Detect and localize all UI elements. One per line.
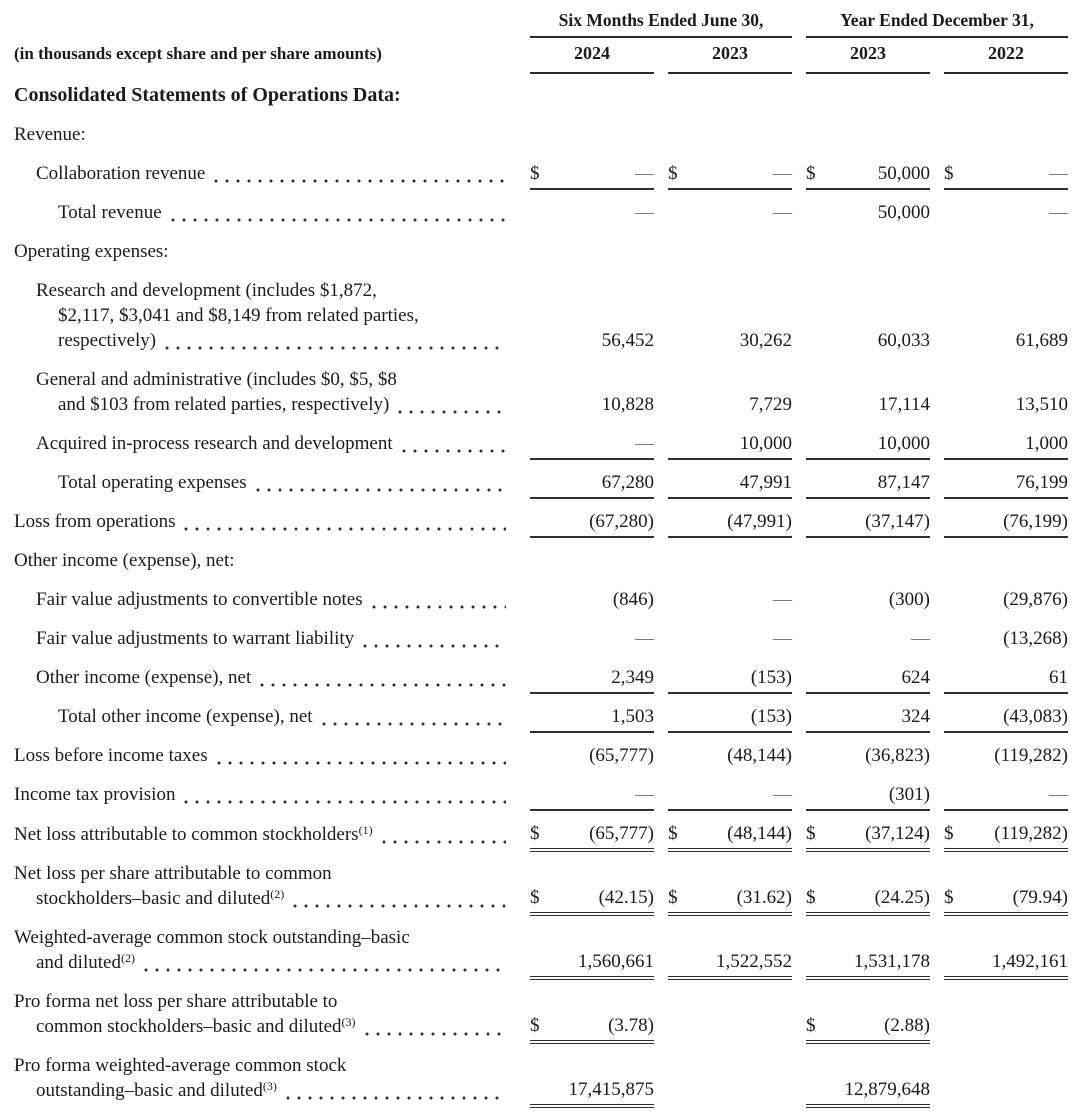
units-note: (in thousands except share and per share amounts)	[14, 43, 382, 63]
dollar-sign: $	[530, 822, 540, 844]
row-label-text: Total operating expenses	[58, 471, 247, 493]
value-cell	[668, 821, 792, 852]
row-total-other-income-net	[14, 695, 1068, 734]
dot-leader	[402, 449, 506, 453]
row-label-text: stockholders–basic and diluted$^{(2)}$	[36, 886, 285, 909]
period-group-header-row	[14, 10, 1068, 38]
value-cell	[944, 821, 1068, 852]
dot-leader	[171, 218, 506, 222]
row-label-text: General and administrative (includes $0, $5, $8	[36, 368, 397, 390]
value-cell	[944, 470, 1068, 499]
cell-value: 1,492,161	[992, 950, 1068, 972]
row-label	[14, 626, 516, 656]
row-label-text: Revenue:	[14, 123, 86, 145]
dot-leader	[365, 1032, 506, 1036]
dot-leader	[144, 968, 506, 972]
dollar-sign: $	[806, 162, 816, 184]
cell-value: (76,199)	[1003, 510, 1068, 532]
value-cell	[530, 200, 654, 230]
cell-value: 324	[901, 705, 930, 727]
cell-value: —	[773, 588, 792, 610]
cell-value: 47,991	[739, 471, 792, 493]
row-operating-expenses-header	[14, 230, 1068, 269]
cell-value: (65,777)	[589, 822, 654, 844]
row-other-income-net	[14, 656, 1068, 695]
value-cell	[668, 665, 792, 694]
value-cell	[806, 743, 930, 773]
row-label-text: Fair value adjustments to convertible notes	[36, 588, 363, 610]
row-label-text: Other income (expense), net:	[14, 549, 235, 571]
value-cell	[806, 587, 930, 617]
dollar-sign: $	[944, 822, 954, 844]
cell-value: 7,729	[749, 393, 792, 415]
dollar-sign: $	[668, 886, 678, 908]
column-year-2024: 2024	[530, 43, 654, 74]
row-label	[14, 989, 516, 1044]
cell-value: —	[773, 162, 792, 184]
row-label-text: Total other income (expense), net	[58, 705, 313, 727]
value-cell	[530, 782, 654, 811]
footnote-superscript: (3)	[262, 1078, 277, 1093]
row-label-text: respectively)	[58, 329, 157, 351]
value-cell	[806, 782, 930, 811]
row-weighted-average-shares	[14, 916, 1068, 980]
cell-value: 12,879,648	[844, 1078, 930, 1100]
row-net-loss-attributable	[14, 812, 1068, 852]
row-acquired-in-process-rd	[14, 422, 1068, 461]
row-label	[14, 861, 516, 916]
row-label-text: Research and development (includes $1,872,	[36, 279, 377, 301]
row-label	[14, 200, 516, 230]
cell-value: 13,510	[1015, 393, 1068, 415]
value-cell	[806, 821, 930, 852]
dot-leader	[260, 683, 506, 687]
row-label	[14, 161, 516, 191]
value-cell	[668, 161, 792, 190]
footnote-superscript: (2)	[270, 886, 285, 901]
value-cell	[944, 161, 1068, 190]
row-label	[14, 548, 1068, 578]
cell-value: (119,282)	[994, 822, 1068, 844]
row-other-income-header	[14, 539, 1068, 578]
cell-value: —	[635, 783, 654, 805]
row-label-text: Net loss per share attributable to common	[14, 862, 332, 884]
row-label-text: Fair value adjustments to warrant liability	[36, 627, 355, 649]
value-cell	[668, 949, 792, 980]
value-cell	[944, 328, 1068, 358]
dollar-sign: $	[806, 822, 816, 844]
value-cell	[530, 587, 654, 617]
value-cell	[806, 949, 930, 980]
row-label	[14, 822, 516, 852]
value-cell	[668, 587, 792, 617]
cell-value: 17,114	[878, 393, 930, 415]
cell-value: 87,147	[877, 471, 930, 493]
value-cell	[530, 431, 654, 460]
value-cell	[944, 626, 1068, 656]
dot-leader	[363, 644, 506, 648]
footnote-superscript: (1)	[358, 822, 373, 837]
group-header-six-months: Six Months Ended June 30,	[530, 10, 792, 38]
cell-value: —	[635, 432, 654, 454]
row-loss-before-income-taxes	[14, 734, 1068, 773]
value-cell	[530, 743, 654, 773]
footnote-superscript: (2)	[120, 950, 135, 965]
dot-leader	[322, 722, 506, 726]
row-label	[14, 704, 516, 734]
value-cell	[530, 509, 654, 538]
dot-leader	[286, 1096, 506, 1100]
value-cell	[944, 587, 1068, 617]
value-cell	[530, 821, 654, 852]
cell-value: —	[911, 627, 930, 649]
row-label	[14, 925, 516, 980]
row-total-operating-expenses	[14, 461, 1068, 500]
cell-value: 624	[901, 666, 930, 688]
row-label-text: and $103 from related parties, respectively)	[58, 393, 390, 415]
value-cell	[944, 392, 1068, 422]
row-net-loss-per-share	[14, 852, 1068, 916]
cell-value: (13,268)	[1003, 627, 1068, 649]
dot-leader	[217, 761, 506, 765]
value-cell	[530, 161, 654, 190]
cell-value: 1,000	[1025, 432, 1068, 454]
row-label	[14, 431, 516, 461]
cell-value: —	[1049, 783, 1068, 805]
cell-value: 56,452	[601, 329, 654, 351]
value-cell	[668, 743, 792, 773]
row-label-text: Weighted-average common stock outstanding–basic	[14, 926, 410, 948]
value-cell	[806, 626, 930, 656]
row-label	[14, 509, 516, 539]
cell-value: 1,531,178	[854, 950, 930, 972]
value-cell	[668, 431, 792, 460]
value-cell	[806, 431, 930, 460]
cell-value: 10,828	[601, 393, 654, 415]
dot-leader	[293, 904, 506, 908]
row-label-text: common stockholders–basic and diluted$^{(3)}$	[36, 1014, 356, 1037]
cell-value: (153)	[750, 666, 792, 688]
cell-value: (29,876)	[1003, 588, 1068, 610]
row-income-tax-provision	[14, 773, 1068, 812]
cell-value: 10,000	[877, 432, 930, 454]
value-cell	[668, 509, 792, 538]
row-label-text: Pro forma weighted-average common stock	[14, 1054, 347, 1076]
value-cell	[668, 1039, 792, 1044]
cell-value: (2.88)	[884, 1014, 930, 1036]
dollar-sign: $	[668, 822, 678, 844]
cell-value: (36,823)	[865, 744, 930, 766]
dot-leader	[184, 527, 506, 531]
value-cell	[530, 885, 654, 916]
cell-value: —	[773, 201, 792, 223]
cell-value: (47,991)	[727, 510, 792, 532]
cell-value: (31.62)	[736, 886, 792, 908]
row-label	[14, 122, 1068, 152]
value-cell	[944, 431, 1068, 460]
value-cell	[944, 743, 1068, 773]
cell-value: 10,000	[739, 432, 792, 454]
cell-value: (24.25)	[874, 886, 930, 908]
cell-value: —	[635, 627, 654, 649]
row-label-text: Net loss attributable to common stockholders$^{(1)}$	[14, 822, 373, 845]
row-title	[14, 74, 1068, 113]
dollar-sign: $	[944, 886, 954, 908]
dollar-sign: $	[530, 886, 540, 908]
value-cell	[944, 509, 1068, 538]
value-cell	[668, 626, 792, 656]
cell-value: 2,349	[611, 666, 654, 688]
cell-value: —	[635, 162, 654, 184]
row-pro-forma-weighted-average-shares	[14, 1044, 1068, 1108]
cell-value: (37,124)	[865, 822, 930, 844]
row-label-text: Pro forma net loss per share attributable to	[14, 990, 338, 1012]
value-cell	[806, 470, 930, 499]
row-label	[14, 239, 1068, 269]
cell-value: —	[773, 627, 792, 649]
value-cell	[944, 885, 1068, 916]
row-label-text: Collaboration revenue	[36, 162, 206, 184]
value-cell	[530, 392, 654, 422]
row-label-text: outstanding–basic and diluted$^{(3)}$	[36, 1078, 277, 1101]
row-fair-value-convertible-notes	[14, 578, 1068, 617]
dollar-sign: $	[668, 162, 678, 184]
value-cell	[944, 704, 1068, 733]
cell-value: (300)	[888, 588, 930, 610]
cell-value: (119,282)	[994, 744, 1068, 766]
dollar-sign: $	[806, 1014, 816, 1036]
row-label	[14, 587, 516, 617]
value-cell	[668, 200, 792, 230]
cell-value: —	[635, 201, 654, 223]
value-cell	[944, 1039, 1068, 1044]
row-label-text: $2,117, $3,041 and $8,149 from related parties,	[58, 304, 419, 326]
cell-value: 1,503	[611, 705, 654, 727]
cell-value: —	[1049, 201, 1068, 223]
dollar-sign: $	[806, 886, 816, 908]
cell-value: (43,083)	[1003, 705, 1068, 727]
cell-value: (79.94)	[1012, 886, 1068, 908]
value-cell	[530, 328, 654, 358]
cell-value: (48,144)	[727, 744, 792, 766]
value-cell	[944, 665, 1068, 694]
value-cell	[806, 509, 930, 538]
row-label	[14, 367, 516, 422]
value-cell	[806, 392, 930, 422]
row-label	[14, 743, 516, 773]
value-cell	[806, 161, 930, 190]
value-cell	[530, 704, 654, 733]
row-label-text: Acquired in-process research and development	[36, 432, 393, 454]
cell-value: 61,689	[1015, 329, 1068, 351]
value-cell	[806, 200, 930, 230]
year-header-row	[14, 43, 1068, 74]
dollar-sign: $	[944, 162, 954, 184]
cell-value: (301)	[888, 783, 930, 805]
cell-value: 67,280	[601, 471, 654, 493]
value-cell	[944, 782, 1068, 811]
value-cell	[530, 665, 654, 694]
row-label	[14, 665, 516, 695]
row-label	[14, 470, 516, 500]
cell-value: 1,522,552	[716, 950, 792, 972]
dot-leader	[165, 346, 506, 350]
value-cell	[806, 704, 930, 733]
value-cell	[944, 1103, 1068, 1108]
dot-leader	[184, 800, 506, 804]
dollar-sign: $	[530, 1014, 540, 1036]
cell-value: 1,560,661	[578, 950, 654, 972]
cell-value: (42.15)	[598, 886, 654, 908]
dot-leader	[256, 488, 506, 492]
row-label-text: Consolidated Statements of Operations Data:	[14, 83, 401, 106]
value-cell	[806, 885, 930, 916]
column-year-2023-six-months: 2023	[668, 43, 792, 74]
dot-leader	[214, 179, 506, 183]
value-cell	[806, 665, 930, 694]
cell-value: (3.78)	[608, 1014, 654, 1036]
row-total-revenue	[14, 191, 1068, 230]
row-label-text: Loss before income taxes	[14, 744, 208, 766]
row-collaboration-revenue	[14, 152, 1068, 191]
row-label	[14, 83, 1068, 113]
row-fair-value-warrant-liability	[14, 617, 1068, 656]
row-label	[14, 278, 516, 358]
row-label-text: Other income (expense), net	[36, 666, 252, 688]
value-cell	[806, 1077, 930, 1108]
group-header-year-ended: Year Ended December 31,	[806, 10, 1068, 38]
cell-value: 60,033	[877, 329, 930, 351]
cell-value: 50,000	[877, 201, 930, 223]
dot-leader	[398, 410, 506, 414]
row-label-text: Operating expenses:	[14, 240, 169, 262]
footnote-superscript: (3)	[341, 1014, 356, 1029]
row-general-and-administrative	[14, 358, 1068, 422]
dot-leader	[372, 605, 506, 609]
value-cell	[530, 470, 654, 499]
value-cell	[668, 328, 792, 358]
column-year-2023-full-year: 2023	[806, 43, 930, 74]
cell-value: 30,262	[739, 329, 792, 351]
row-label	[14, 782, 516, 812]
row-label-text: Total revenue	[58, 201, 162, 223]
value-cell	[806, 328, 930, 358]
row-pro-forma-net-loss-per-share	[14, 980, 1068, 1044]
row-label-text: Loss from operations	[14, 510, 176, 532]
value-cell	[530, 1077, 654, 1108]
value-cell	[668, 470, 792, 499]
cell-value: (65,777)	[589, 744, 654, 766]
cell-value: 76,199	[1015, 471, 1068, 493]
value-cell	[668, 1103, 792, 1108]
column-year-2022: 2022	[944, 43, 1068, 74]
statements-table-body	[14, 74, 1068, 1108]
cell-value: (67,280)	[589, 510, 654, 532]
row-label-text: Income tax provision	[14, 783, 176, 805]
value-cell	[806, 1013, 930, 1044]
cell-value: 61	[1049, 666, 1068, 688]
value-cell	[668, 885, 792, 916]
value-cell	[530, 626, 654, 656]
cell-value: (846)	[612, 588, 654, 610]
cell-value: (153)	[750, 705, 792, 727]
value-cell	[668, 782, 792, 811]
row-research-and-development	[14, 269, 1068, 358]
dollar-sign: $	[530, 162, 540, 184]
row-loss-from-operations	[14, 500, 1068, 539]
cell-value: 50,000	[877, 162, 930, 184]
value-cell	[944, 200, 1068, 230]
cell-value: (37,147)	[865, 510, 930, 532]
dot-leader	[382, 840, 506, 844]
row-label-text: and diluted$^{(2)}$	[36, 950, 135, 973]
value-cell	[530, 949, 654, 980]
row-label	[14, 1053, 516, 1108]
row-revenue-header	[14, 113, 1068, 152]
value-cell	[530, 1013, 654, 1044]
cell-value: (48,144)	[727, 822, 792, 844]
value-cell	[944, 949, 1068, 980]
cell-value: —	[773, 783, 792, 805]
cell-value: —	[1049, 162, 1068, 184]
cell-value: 17,415,875	[568, 1078, 654, 1100]
value-cell	[668, 392, 792, 422]
value-cell	[668, 704, 792, 733]
